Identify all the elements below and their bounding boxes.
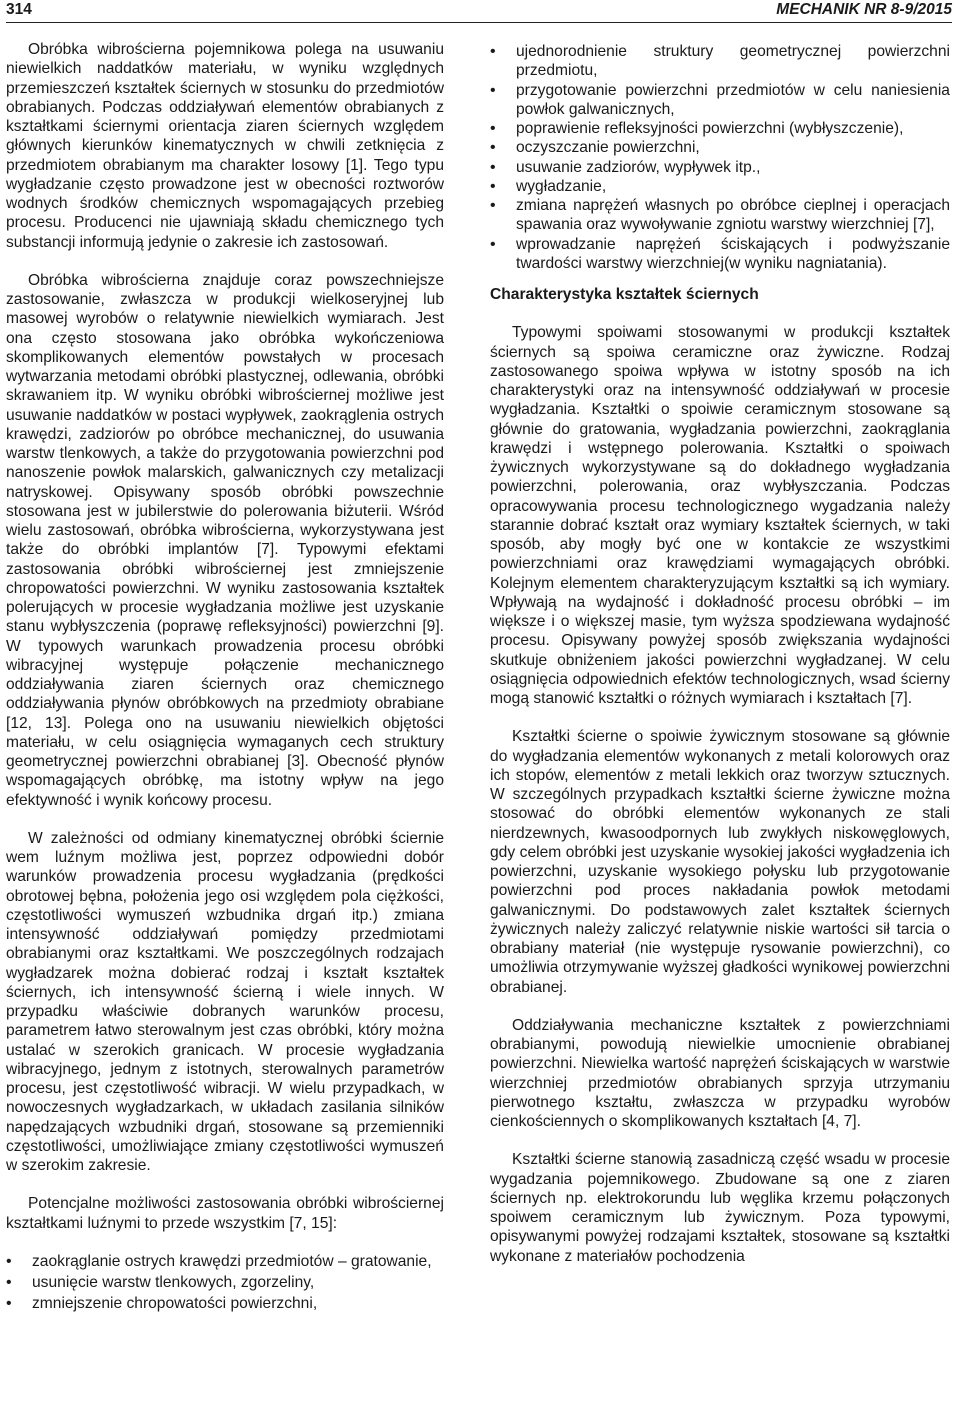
left-column <box>6 40 444 1316</box>
list-item: • zmniejszenie chropowatości powierzchni, <box>6 1294 444 1313</box>
list-item: • poprawienie refleksyjności powierzchni (wybłyszczenie), <box>490 119 950 138</box>
bullet-list <box>490 42 950 273</box>
page-number: 314 <box>6 1 32 18</box>
list-item: • zmiana naprężeń własnych po obróbce cieplnej i operacjach spawania oraz wywoływanie zgniotu warstwy wierzchniej [7], <box>490 196 950 235</box>
list-item: • ujednorodnienie struktury geometrycznej powierzchni przedmiotu, <box>490 42 950 81</box>
paragraph: Potencjalne możliwości zastosowania obróbki wibrościernej kształtkami luźnymi to przede wszystkim [7, 15]: <box>6 1195 444 1232</box>
right-column <box>490 42 950 1266</box>
paragraph: Kształtki ścierne o spoiwie żywicznym stosowane są głównie do wygładzania elementów wykonanych z metali kolorowych oraz ich stopów, elementów z metali lekkich oraz tworzyw sztucznych. W szczególnych przypadkach kształtki ścierne żywiczne można stosować do obróbki elementów wykonanych ze stali nierdzewnych, kwasoodpornych lub zwykłych niskowęglowych, gdy celem obróbki jest uzyskanie wysokiej jakości wygładzenia ich powierzchni, uzyskanie wysokiego połysku lub przygotowanie powierzchni pod proces nakładania powłok metodami galwanicznymi. Do podstawowych zalet kształtek ściernych żywicznych należy zaliczyć relatywnie niskie wartości sił tarcia o obrabiany materiał (nie występuje rysowanie powierzchni), co umożliwia otrzymywanie wyższej gładkości wynikowej powierzchni obrabianej. <box>490 728 950 996</box>
list-item: • wprowadzanie naprężeń ściskających i podwyższanie twardości warstwy wierzchniej(w wyniku nagniatania). <box>490 235 950 274</box>
paragraph: Kształtki ścierne stanowią zasadniczą część wsadu w procesie wygadzania pojemnikowego. Zbudowane są one z ziaren ściernych np. elektrokorundu lub węglika krzemu połączonych spoiwem ceramicznym lub żywicznym. Poza typowymi, opisywanymi powyżej rodzajami kształtek, stosowane są kształtki wykonane z materiałów pochodzenia <box>490 1151 950 1265</box>
paragraph: Typowymi spoiwami stosowanymi w produkcji kształtek ściernych są spoiwa ceramiczne oraz żywiczne. Rodzaj zastosowanego spoiwa wpływa w istotny sposób na ich charakterystyki oraz na intensywność oddziaływań w procesie wygładzania. Kształtki o spoiwie ceramicznym stosowane są głównie do gratowania, wygładzania powierzchni, zaokrąglania krawędzi i wstępnego polerowania. Kształtki o spoiwach żywicznych wykorzystywane są do dokładnego wygładzania powierzchni, polerowania, oraz wybłyszczania. Podczas opracowywania procesu technologicznego wygadzania należy starannie dobrać kształt oraz wymiary kształtek ściernych, w taki sposób, aby mogły być one w kontakcie ze wszystkimi powierzchniami oraz krawędziami wymagających obróbki. Kolejnym elementem charakteryzującym kształtki są ich wymiary. Wpływają na wydajność i dokładność procesu obróbki – im większe i o większej masie, tym wyższa spodziewana wydajność procesu. Opisywany powyżej sposób zwiększania wydajności skutkuje obniżeniem jakości powierzchni wygładzanej. W celu osiągnięcia odpowiednich efektów technologicznych, wsad ścierny mogą stanowić kształtki o różnych wymiarach i kształtach [7]. <box>490 324 950 707</box>
list-item: • zaokrąglanie ostrych krawędzi przedmiotów – gratowanie, <box>6 1252 444 1271</box>
paragraph: W zależności od odmiany kinematycznej obróbki ściernie wem luźnym możliwa jest, poprzez odpowiedni dobór warunków prowadzenia procesu wygładzania (prędkości obrotowej bębna, położenia jego osi względem pola ciężkości, częstotliwości wymuszeń wzbudnika drgań itp.) zmiana intensywność oddziaływań pomiędzy przedmiotami obrabianymi oraz kształtkami. We poszczególnych rodzajach wygładzarek można dobierać rodzaj i kształt kształtek ściernych, ich intensywność ścierną i wiele innych. W przypadku właściwie dobranych warunków procesu, parametrem łatwo sterowalnym jest czas obróbki, który można ustalać w szerokich granicach. W procesie wygładzania wibracyjnego, jednym z istotnych, sterowalnych parametrów procesu, jest częstotliwość wibracji. W wielu przypadkach, w nowoczesnych wygładzarkach, w układach zasilania silników napędzających wzbudniki drgań, stosowane są przemienniki częstotliwości, umożliwiające zmiany częstotliwości wymuszeń w szerokim zakresie. <box>6 829 444 1174</box>
bullet-list <box>6 1252 444 1314</box>
section-heading: Charakterystyka kształtek ściernych <box>490 286 759 303</box>
page-header <box>6 0 952 23</box>
paragraph: Obróbka wibrościerna pojemnikowa polega na usuwaniu niewielkich naddatków materiału, w wyniku względnych przemieszczeń kształtek ściernych w stosunku do przedmiotów obrabianych. Podczas oddziaływań elementów obrabianych z kształtkami ściernymi orientacja ziaren ściernych względem głównych kierunków kinematycznych w chwili zetknięcia z przedmiotem obrabianym ma charakter losowy [1]. Tego typu wygładzanie często prowadzone jest w obecności roztworów wodnych środków chemicznych wspomagających przebieg procesu. Producenci nie ujawniają składu chemicznego tych substancji informują jedynie o zakresie ich zastosowań. <box>6 41 444 251</box>
paragraph: Oddziaływania mechaniczne kształtek z powierzchniami obrabianymi, powodują niewielkie umocnienie obrabianej powierzchni. Niewielka wartość naprężeń ściskających w warstwie wierzchniej przedmiotów obrabianych sprzyja utrzymaniu pierwotnego kształtu, zwłaszcza w przypadku wyrobów cienkościennych o skomplikowanych kształtach [4, 7]. <box>490 1016 950 1130</box>
list-item: • wygładzanie, <box>490 177 950 196</box>
list-item: • przygotowanie powierzchni przedmiotów w celu naniesienia powłok galwanicznych, <box>490 81 950 120</box>
journal-title: MECHANIK NR 8-9/2015 <box>776 1 952 18</box>
list-item: • oczyszczanie powierzchni, <box>490 138 950 157</box>
list-item: • usuwanie zadziorów, wypływek itp., <box>490 158 950 177</box>
list-item: • usunięcie warstw tlenkowych, zgorzeliny, <box>6 1273 444 1292</box>
paragraph: Obróbka wibrościerna znajduje coraz powszechniejsze zastosowanie, zwłaszcza w produkcji wielkoseryjnej lub masowej wyrobów o relatywnie niewielkich wymiarach. Jest ona często stosowana jako obróbka wykończeniowa skomplikowanych elementów powstałych w procesach wytwarzania metodami obróbki plastycznej, odlewania, obróbki skrawaniem itp. W wyniku obróbki wibrościernej możliwe jest usuwanie naddatków w postaci wypływek, zaokrąglenia ostrych krawędzi, zadziorów po obróbce mechanicznej, do usuwania warstw tlenkowych, a także do przygotowania powierzchni pod nanoszenie powłok malarskich, galwanicznych czy metalizacji natryskowej. Opisywany sposób obróbki powszechnie stosowana jest w jubilerstwie do polerowania biżuterii. Wśród wielu zastosowań, obróbka wibrościerna, wykorzystywana jest także do obróbki implantów [7]. Typowymi efektami zastosowania obróbki wibrościernej jest zmniejszenie chropowatości powierzchni. W wyniku zastosowania kształtek polerujących w procesie wygładzania możliwe jest uzyskanie stanu wybłyszczenia (poprawę refleksyjności) powierzchni [9]. W typowych warunkach prowadzenia procesu obróbki wibracyjnej występuje połączenie mechanicznego oddziaływania ziaren ściernych oraz chemicznego oddziaływania płynów obróbkowych na przedmioty obrabiane [12, 13]. Polega ono na usuwaniu niewielkich objętości materiału, w celu osiągnięcia wymaganych cech struktury geometrycznej powierzchni obrabianej [3]. Obecność płynów wspomagających obróbkę, ma istotny wpływ na jego efektywność i wynik końcowy procesu. <box>6 271 444 809</box>
